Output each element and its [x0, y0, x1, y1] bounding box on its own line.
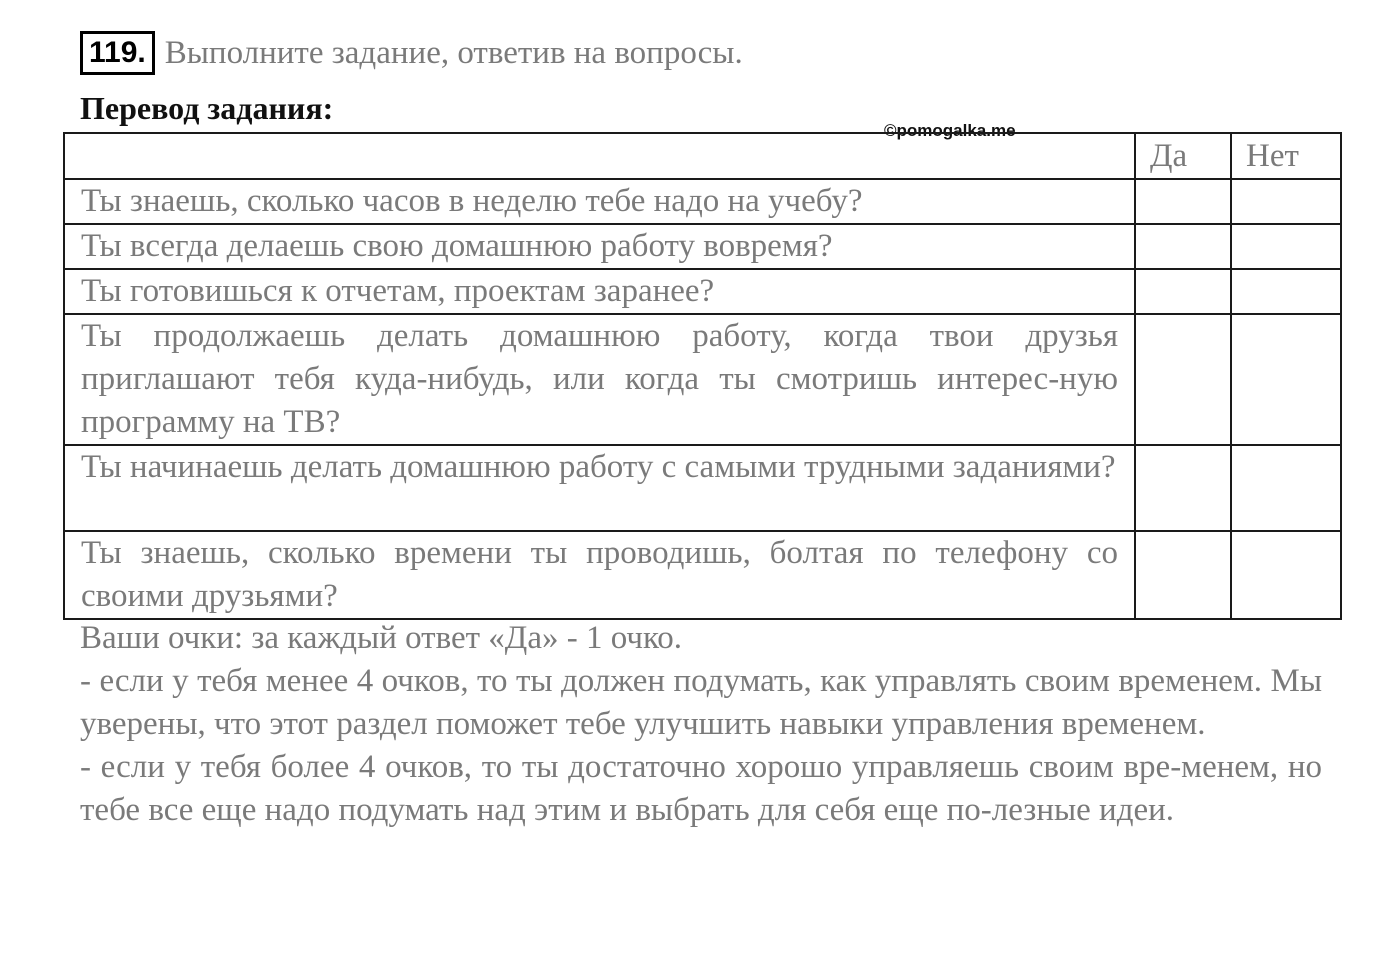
- table-row: [64, 314, 1341, 445]
- question-cell: Ты знаешь, сколько времени ты проводишь, болтая по телефону со своими друзьями?: [64, 531, 1135, 619]
- yes-answer-cell[interactable]: [1135, 224, 1231, 269]
- scoring-intro: Ваши очки: за каждый ответ «Да» - 1 очко.: [80, 620, 683, 656]
- header-yes-cell: Да: [1135, 133, 1231, 179]
- yes-answer-cell[interactable]: [1135, 179, 1231, 224]
- no-answer-cell[interactable]: [1231, 531, 1341, 619]
- no-answer-cell[interactable]: [1231, 269, 1341, 314]
- yes-answer-cell[interactable]: [1135, 269, 1231, 314]
- table-row: [64, 445, 1341, 531]
- table-header-row: [64, 133, 1341, 179]
- no-answer-cell[interactable]: [1231, 179, 1341, 224]
- header-question-cell: [64, 133, 1135, 179]
- table-row: [64, 224, 1341, 269]
- header-no-cell: Нет: [1231, 133, 1341, 179]
- survey-table: [63, 132, 1342, 620]
- yes-answer-cell[interactable]: [1135, 445, 1231, 531]
- question-cell: Ты всегда делаешь свою домашнюю работу вовремя?: [64, 224, 1135, 269]
- question-cell: Ты продолжаешь делать домашнюю работу, когда твои друзья приглашают тебя куда-нибудь, или когда ты смотришь интерес-ную программу на ТВ?: [64, 314, 1135, 445]
- question-cell: Ты готовишься к отчетам, проектам заранее?: [64, 269, 1135, 314]
- question-cell: Ты начинаешь делать домашнюю работу с самыми трудными заданиями?: [64, 445, 1135, 531]
- table-row: [64, 531, 1341, 619]
- question-cell: Ты знаешь, сколько часов в неделю тебе надо на учебу?: [64, 179, 1135, 224]
- scoring-less-than-4: - если у тебя менее 4 очков, то ты должен подумать, как управлять своим временем. Мы уверены, что этот раздел поможет тебе улучшить навыки управления временем.: [80, 663, 1322, 742]
- yes-answer-cell[interactable]: [1135, 531, 1231, 619]
- task-header: [80, 30, 743, 76]
- table-row: [64, 269, 1341, 314]
- no-answer-cell[interactable]: [1231, 445, 1341, 531]
- table-row: [64, 179, 1341, 224]
- section-title: Перевод задания:: [80, 90, 334, 126]
- scoring-section: [80, 617, 1322, 832]
- no-answer-cell[interactable]: [1231, 314, 1341, 445]
- task-instruction: Выполните задание, ответив на вопросы.: [164, 34, 743, 71]
- watermark: ©pomogalka.me: [884, 121, 1016, 140]
- task-number-badge: 119.: [80, 31, 155, 75]
- scoring-more-than-4: - если у тебя более 4 очков, то ты достаточно хорошо управляешь своим вре-менем, но тебе все еще надо подумать над этим и выбрать для себя еще по-лезные идеи.: [80, 749, 1322, 828]
- no-answer-cell[interactable]: [1231, 224, 1341, 269]
- yes-answer-cell[interactable]: [1135, 314, 1231, 445]
